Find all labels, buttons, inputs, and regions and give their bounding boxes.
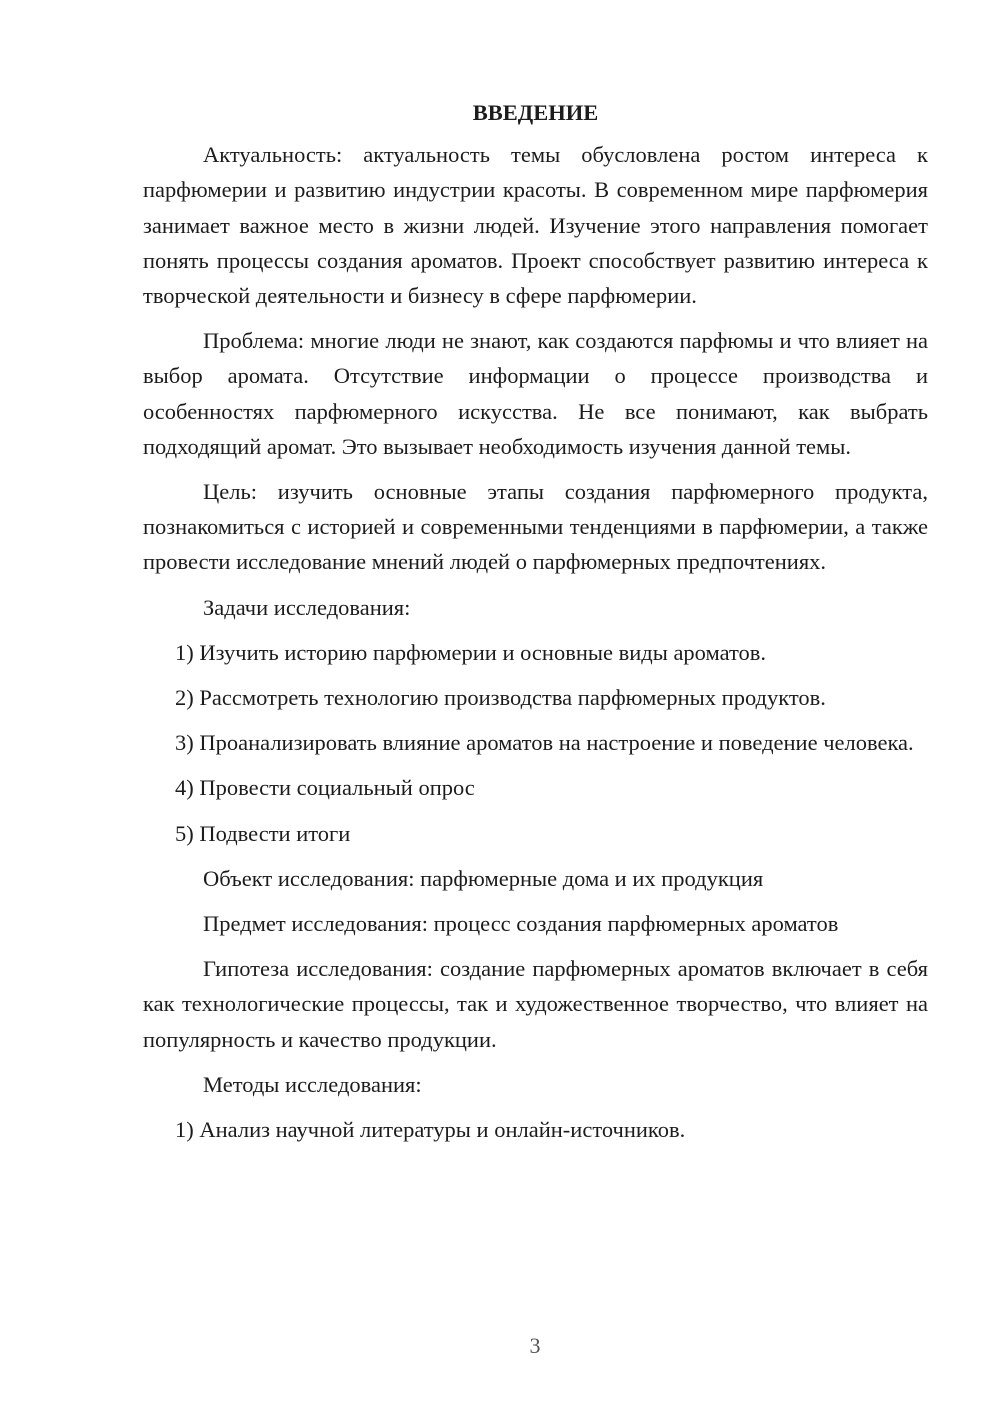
research-object: Объект исследования: парфюмерные дома и их продукция <box>203 865 764 891</box>
research-subject: Предмет исследования: процесс создания парфюмерных ароматов <box>203 911 839 937</box>
methods-heading: Методы исследования: <box>203 1071 422 1097</box>
tasks-heading: Задачи исследования: <box>203 594 411 620</box>
hypothesis-paragraph: Гипотеза исследования: создание парфюмерных ароматов включает в себя как технологические процессы, так и художественное творчество, что влияет на популярность и качество продукции. <box>143 956 928 1052</box>
page-body <box>143 95 928 1147</box>
task-item-5: 5) Подвести итоги <box>175 820 351 846</box>
method-item-1: 1) Анализ научной литературы и онлайн-источников. <box>175 1117 686 1143</box>
goal-paragraph: Цель: изучить основные этапы создания парфюмерного продукта, познакомиться с историей и современными тенденциями в парфюмерии, а также провести исследование мнений людей о парфюмерных предпочтениях. <box>143 479 928 575</box>
task-item-3: 3) Проанализировать влияние ароматов на настроение и поведение человека. <box>175 730 914 756</box>
page-number: 3 <box>529 1333 541 1358</box>
section-title: ВВЕДЕНИЕ <box>472 100 599 125</box>
task-item-2: 2) Рассмотреть технологию производства парфюмерных продуктов. <box>175 685 826 711</box>
problem-paragraph: Проблема: многие люди не знают, как создаются парфюмы и что влияет на выбор аромата. Отсутствие информации о процессе производства и особенностях парфюмерного искусства. Не все понимают, как выбрать подходящий аромат. Это вызывает необходимость изучения данной темы. <box>143 328 928 459</box>
relevance-paragraph: Актуальность: актуальность темы обусловлена ростом интереса к парфюмерии и развитию индустрии красоты. В современном мире парфюмерия занимает важное место в жизни людей. Изучение этого направления помогает понять процессы создания ароматов. Проект способствует развитию интереса к творческой деятельности и бизнесу в сфере парфюмерии. <box>143 142 928 309</box>
task-item-4: 4) Провести социальный опрос <box>175 775 475 801</box>
task-item-1: 1) Изучить историю парфюмерии и основные виды ароматов. <box>175 639 767 665</box>
